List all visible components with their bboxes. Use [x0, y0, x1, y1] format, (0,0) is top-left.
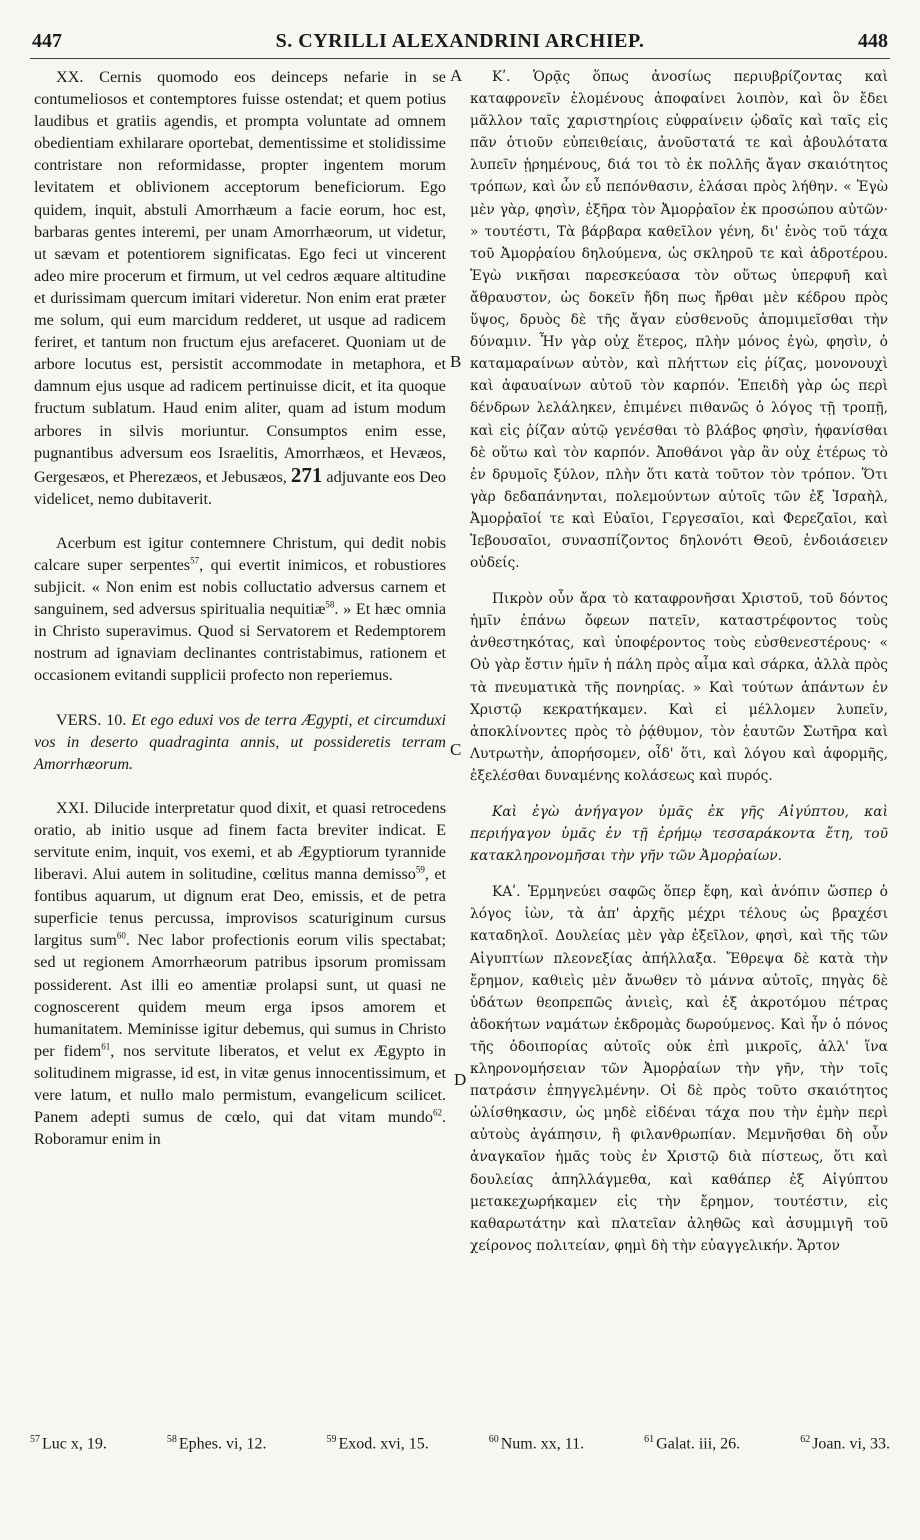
footnote-number: 57 — [30, 1434, 40, 1445]
latin-verse-10 — [34, 709, 446, 775]
spacer — [34, 687, 446, 709]
footnote-text: Luc x, 19. — [42, 1435, 107, 1453]
margin-letter-d: D — [454, 1070, 467, 1089]
running-title: S. CYRILLI ALEXANDRINI ARCHIEP. — [275, 30, 645, 52]
paragraph-text: , qui evertit inimicos, et robustiores subjicit. « Non enim est nobis colluctatio adversus carnem et sanguinem, sed adversus spiritualia nequitiæ — [34, 555, 446, 619]
footnote-ref: 61 — [101, 1041, 111, 1052]
footnote — [489, 1434, 584, 1453]
spacer — [470, 787, 888, 801]
column-number: 271 — [290, 462, 323, 487]
verse-text: Καὶ ἐγὼ ἀνήγαγον ὑμᾶς ἐκ γῆς Αἰγύπτου, καὶ περιήγαγον ὑμᾶς ἐν τῇ ἐρήμῳ τεσσαράκοντα ἔτη, τοῦ κατακληρονομῆσαι τὴν γῆν τῶν Ἀμορῥαίων. — [470, 804, 888, 865]
footnote-number: 59 — [326, 1434, 337, 1445]
paragraph-text: Πικρὸν οὖν ἄρα τὸ καταφρονῆσαι Χριστοῦ, τοῦ δόντος ἡμῖν ἐπάνω ὄφεων πατεῖν, καταστρέφοντος τοὺς ἀνθεστηκότας, καὶ ὑποφέροντος τοὺς εὐσθενεστέρους· « Οὐ γὰρ ἔστιν ἡμῖν ἡ πάλη πρὸς αἷμα καὶ σάρκα, ἀλλὰ πρὸς τὰ πνευματικὰ τῆς πονηρίας. » Καὶ τούτων ἁπάντων ἐν Χριστῷ κεκρατήκαμεν. Καὶ εἰ μέλλομεν λυπεῖν, ἀποκλίνοντες πρὸς τὸ ῥᾴθυμον, τὸν ἑαυτῶν Σωτῆρα καὶ Λυτρωτὴν, ἀπορήσομεν, οἶδ' ὅτι, καὶ λόγου καὶ ἀφορμῆς, ἐξελέσθαι δυναμένης κολάσεως καὶ πυρός. — [470, 591, 888, 784]
footnote-text: Ephes. vi, 12. — [178, 1435, 267, 1453]
greek-verse-10 — [470, 801, 888, 867]
latin-section-xxi — [34, 797, 446, 1151]
footnote-ref: 57 — [190, 555, 200, 566]
paragraph-text: , nos servitute liberatos, et velut ex Ægypto in solitudinem migrasse, id est, in vitæ genus innocentissimum, et vere latum, et nullo malo permistum, evangelicum scilicet. Panem adepti sumus de cœlo, qui dat vitam mundo — [34, 1041, 446, 1127]
greek-paragraph-2 — [470, 588, 888, 787]
spacer — [34, 510, 446, 532]
paragraph-text: , et fontibus aquarum, ut dignum erat Deo, emissis, et de petra superficie tenus percussa, improvisos scaturiginum cursus largitus sum — [34, 865, 446, 950]
header-rule — [30, 58, 890, 59]
footnote-ref: 59 — [415, 864, 425, 875]
paragraph-text: Cernis quomodo eos deinceps nefarie in se contumeliosos et contemptores fuisse ostendat; et quem potius laudibus et gratiis agendis, et prompta voluntate ad omnem obedientiam exhilarare oportebat, dementissime et stolidissime contristare non reformidasse, propter ingentem morum levitatem et oblivionem acceptorum beneficiorum. Ego quidem, inquit, abstuli Amorrhæum a facie eorum, hoc est, barbaras gentes interemi, per unam Amorrhæorum, ut videtur, ut sævam et potentiorem significatas. Ego feci ut vincerent adeo mire procerum et firmum, ut vel cedros æquare altitudine et durissimam quercum imitari videretur. Non enim erat præter me solum, qui eum marcidum redderet, ut usque ad radicem feriret, et tantum non fructum ejus arefaceret. Quoniam ut de arbore locutus est, persistit accommodate in metaphora, et damnum ejus usque ad radicem pertinuisse dicit, et ita quoque fructum sublatum. Haud enim aliter, quam ad istum modum arbores in silvis moriuntur. Consumptos enim esse, pugnantibus adversum eos Israelitis, Amorrhæos, et Hevæos, Gergesæos, et Pherezæos, et Jebusæos, — [34, 68, 446, 486]
paragraph-text: . Nec labor profectionis eorum vilis spectabat; sed ut regionem Amorrhæorum patribus ipsorum promissam possiderent. Ast illi eo amentiæ prolapsi sunt, ut quasi ne cognoscerent quidem meum erga ipsos amorem et humanitatem. Meminisse igitur debemus, qui sumus in Christo per fidem — [34, 931, 446, 1060]
margin-letter-b: B — [450, 352, 462, 371]
latin-paragraph-2 — [34, 532, 446, 687]
footnote-ref: 58 — [325, 599, 335, 610]
section-label: XXI. — [56, 798, 89, 817]
footnote-ref: 62 — [432, 1107, 442, 1118]
footnote — [167, 1434, 267, 1453]
page-number-right: 448 — [858, 30, 888, 52]
section-label: ΚΑʹ. — [492, 884, 521, 901]
verse-text: Et ego eduxi vos de terra Ægypti, et circumduxi vos in deserto quadraginta annis, ut possideretis terram Amorrhæorum. — [34, 710, 446, 773]
margin-letter-a: A — [450, 66, 463, 85]
footnote-ref: 60 — [116, 930, 126, 941]
spacer — [34, 775, 446, 797]
verse-label: VERS. 10. — [56, 710, 127, 729]
footnote — [800, 1434, 890, 1453]
section-label: Κʹ. — [492, 69, 511, 85]
paragraph-text: Dilucide interpretatur quod dixit, et quasi retrocedens oratio, ab initio usque ad finem facta breviter indicat. E servitute enim, inquit, vos exemi, et ab Ægyptiorum tyrannide liberavi. Alui autem in solitudine, cœlitus manna demisso — [34, 798, 446, 884]
paragraph-text: Acerbum est igitur contemnere Christum, qui dedit nobis calcare super serpentes — [34, 533, 446, 574]
footnote — [30, 1434, 107, 1453]
footnote-text: Joan. vi, 33. — [812, 1435, 890, 1453]
margin-letter-c: C — [450, 740, 462, 759]
footnote-text: Exod. xvi, 15. — [338, 1435, 429, 1453]
latin-column — [34, 66, 446, 1150]
footnote-text: Galat. iii, 26. — [656, 1435, 741, 1453]
paragraph-text: Ἑρμηνεύει σαφῶς ὅπερ ἔφη, καὶ ἀνόπιν ὥσπερ ὁ λόγος ἰὼν, τὰ ἀπ' ἀρχῆς μέχρι τέλους ὡς βραχέσι καταδηλοῖ. Δουλείας μὲν γὰρ ἐξεῖλον, φησὶ, καὶ τῆς τῶν Αἰγυπτίων πλεονεξίας ἀπήλλαξα. Ἔθρεψα δὲ κατὰ τὴν ἔρημον, καθιεὶς μὲν ἄνωθεν τὸ μάννα αὐτοῖς, πηγὰς δὲ ὑδάτων θεοπρεπῶς ἀνιεὶς, καὶ ἐξ ἀκροτόμου πέτρας ἀδοκήτων ναμάτων ἐκδρομὰς δωρούμενος. Καὶ ἦν ὁ πόνος τῆς ὁδοιπορίας αὐτοῖς οὐκ ἐπὶ μικροῖς, ἀλλ' ἵνα κληρονομήσειαν τῶν Ἀμορῥαίων τὴν γῆν, τὴν τοῖς πατράσιν ἐπηγγελμένην. Οἱ δὲ πρὸς τοῦτο σκαιότητος ὠλίσθηκασιν, ὡς μηδὲ εἰδέναι τάχα που τὴν ἐμὴν περὶ αὐτοὺς ἀγάπησιν, ἢ φιλανθρωπίαν. Μεμνῆσθαι δὴ οὖν ἀναγκαῖον ἡμᾶς τοὺς ἐν Χριστῷ διὰ πίστεως, ὅτι καὶ δουλείας ἀπηλλάγμεθα, καὶ καθάπερ ἐξ Αἰγύπτου μετακεχωρήκαμεν εἰς τὴν ἔρημον, τουτέστιν, εἰς καθαρωτάτην καὶ πλατεῖαν ἀληθῶς καὶ ἀσυμμιγῆ τοῦ χείρονος πολιτείαν, φημὶ δὴ τὴν εὐαγγελικήν. Ἄρτον — [470, 884, 888, 1254]
greek-section-ka — [470, 881, 888, 1257]
footnote-number: 58 — [166, 1434, 177, 1445]
footnote-number: 62 — [800, 1434, 811, 1445]
footnote-number: 60 — [488, 1434, 499, 1445]
paragraph-text: adjuvante eos Deo videlicet, nemo dubitaverit. — [34, 467, 446, 508]
page-number-left: 447 — [32, 30, 62, 52]
spacer — [470, 867, 888, 881]
paragraph-text: . Roboramur enim in — [34, 1108, 446, 1149]
footnotes — [30, 1434, 890, 1460]
footnote — [644, 1434, 740, 1453]
footnote-number: 61 — [644, 1434, 655, 1445]
footnote-text: Num. xx, 11. — [500, 1435, 585, 1453]
greek-section-k — [470, 66, 888, 574]
paragraph-text: Ὁρᾷς ὅπως ἀνοσίως περιυβρίζοντας καὶ καταφρονεῖν ἑλομένους ἀποφαίνει λοιπὸν, καὶ ὃν ἔδει μᾶλλον ταῖς χαριστηρίοις εὐφραίνειν ᾠδαῖς καὶ ταῖς εἰς πᾶν ὁτιοῦν εὐπειθείαις, ἀνοῦστατά τε καὶ ἀβουλότατα λυπεῖν ᾑρημένους, διά τοι τὸ ἐκ πολλῆς ἄγαν σκαιότητος τρόπων, καὶ ὧν εὖ πεπόνθασιν, ἐλάσαι πρὸς λήθην. « Ἐγὼ μὲν γὰρ, φησὶν, ἐξῆρα τὸν Ἀμορῥαῖον ἐκ προσώπου αὐτῶν· » τουτέστι, Τὰ βάρβαρα καθεῖλον γένη, δι' ἑνὸς τοῦ τάχα τοῦ Ἀμορῥαίου δηλούμενα, ὡς σκληροῦ τε καὶ ἁδροτέρου. Ἐγὼ νικῆσαι παρεσκεύασα τὸν οὕτως ὑπερφυῆ καὶ ἄθραυστον, ὡς δοκεῖν ἤδη πως ἤρθαι μὲν κέδρου πρὸς ὕψος, δρυὸς δὲ τῆς ἄγαν εὐσθενοῦς ἀπομιμεῖσθαι τὴν δύναμιν. Ἦν γὰρ οὐχ ἕτερος, πλὴν μόνος ἐγὼ, φησὶν, ὁ καταμαραίνων αὐτὸν, καὶ πλήττων εἰς ῥίζας, μονονουχὶ καὶ ἀφαυαίνων αὐτοῦ τὸν καρπόν. Ἐπειδὴ γὰρ ὡς περὶ δένδρων λελάληκεν, ἐπιμένει πιθανῶς ὁ λόγος τῇ τροπῇ, καὶ εἰς ῥίζαν αὐτῷ γενέσθαι τὸ βλάβος φησὶν, ἠφανίσθαι δὲ οὕτω καὶ τὸν καρπόν. Ἀποθάνοι γὰρ ἂν οὐχ ἑτέρως τὸ ἐν δρυμοῖς ξύλον, πλὴν ὅτι κατὰ τοῦτον τὸν τρόπον. Ὅτι γὰρ δεδαπάνηνται, πολεμούντων αὐτοῖς τῶν ἐξ Ἰσραὴλ, Ἀμορῥαῖοί τε καὶ Εὐαῖοι, Γεργεσαῖοι, καὶ Φερεζαῖοι, καὶ Ἰεβουσαῖοι, συνασπίζοντος δηλονότι Θεοῦ, ἐνδοιάσειεν οὐδείς. — [470, 69, 888, 572]
paragraph-text: . » Et hæc omnia in Christo superavimus. Quod si Servatorem et Redemptorem nostrum ad ignaviam declinantes contristabimus, rationem et occasionem evitandi supplicii profecto non reperiemus. — [34, 600, 447, 685]
spacer — [470, 574, 888, 588]
page-header — [30, 30, 890, 58]
footnote — [326, 1434, 428, 1453]
latin-section-xx — [34, 66, 446, 510]
section-label: XX. — [56, 68, 84, 86]
greek-column — [470, 66, 888, 1257]
